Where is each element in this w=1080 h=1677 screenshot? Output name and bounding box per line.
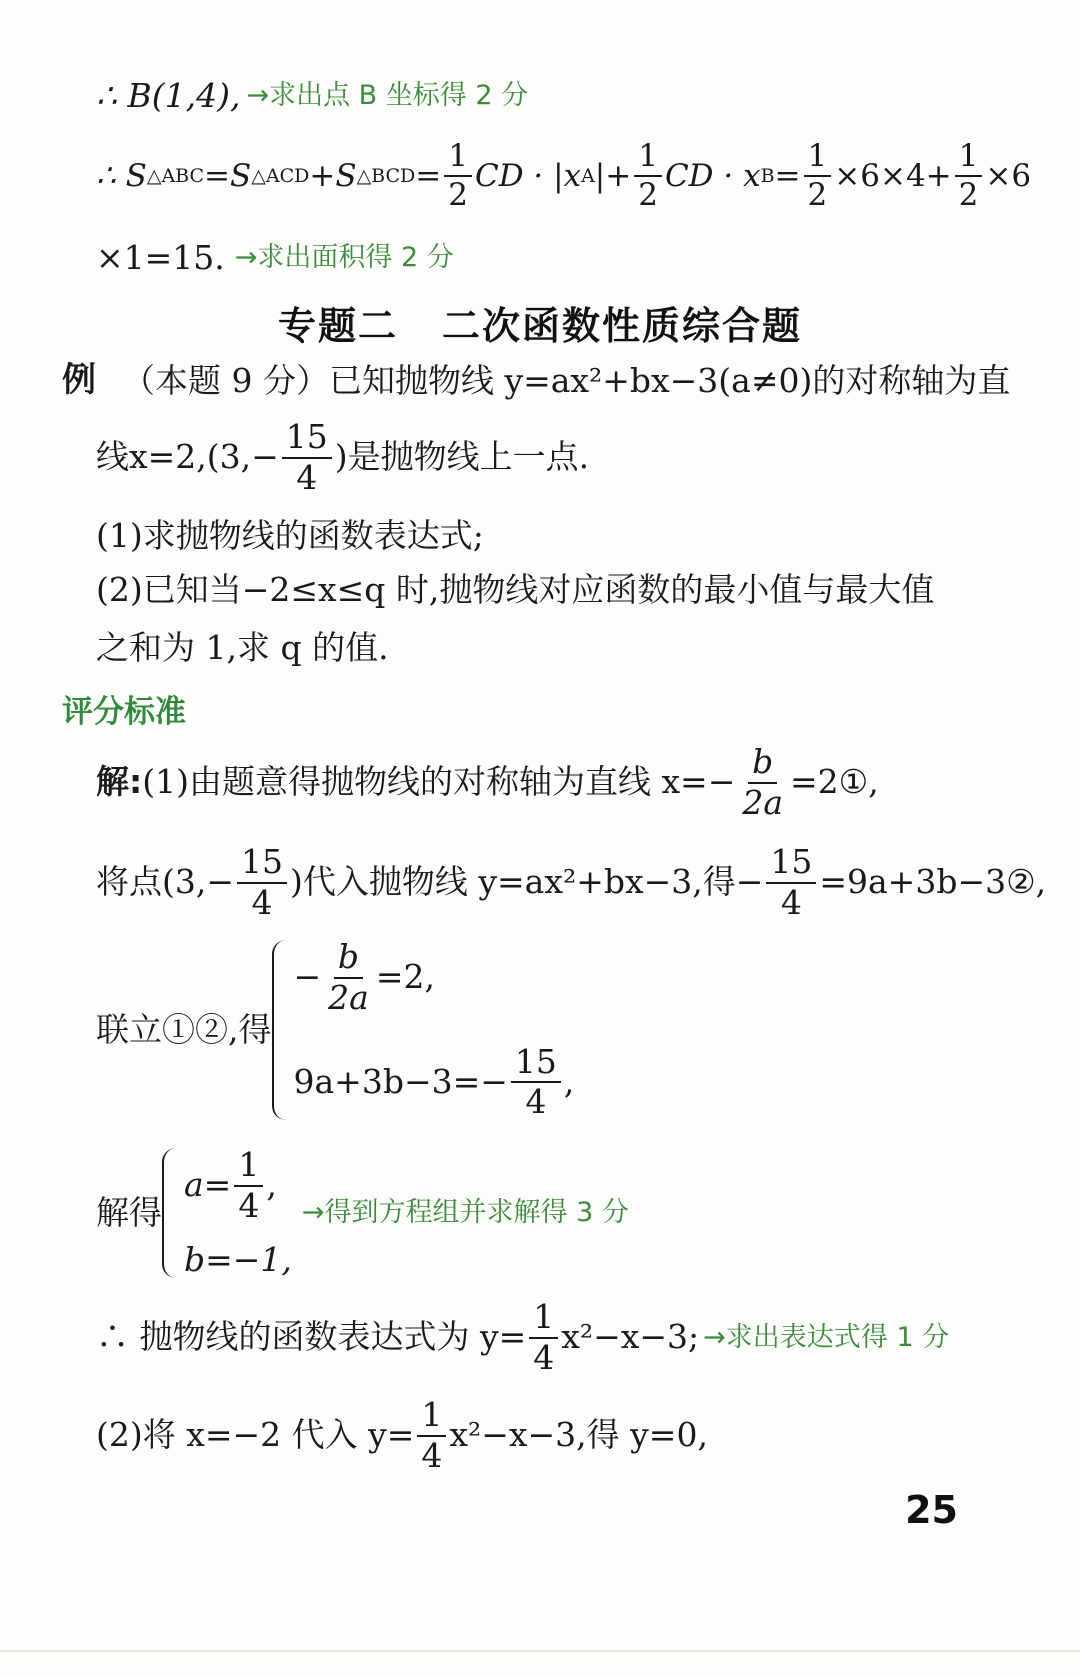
math-text: =2, [375, 957, 435, 997]
solution-step-6 [96, 1395, 1020, 1475]
fraction [804, 140, 832, 211]
fraction-numerator: 15 [282, 420, 332, 459]
math-text: a= [184, 1165, 232, 1205]
section-title-text: 二次函数性质综合题 [442, 304, 803, 348]
left-brace [162, 1148, 178, 1278]
system-lines [293, 937, 575, 1122]
question-text: (1)求抛物线的函数表达式; [96, 516, 484, 555]
fraction-denominator: 2 [448, 176, 468, 213]
line-area-formula: ∴ S △ABC =S △ACD +S △BCD = $\frac{1}{2}$ CD · |x A |+ $\frac{1}{2}$ CD · x B = $\frac{1}{2}$ ×6×4+ $\frac{1}{2}$ ×6 [96, 138, 1032, 213]
solution-text: 解得 [96, 1192, 162, 1232]
fraction-numerator: 15 [766, 845, 816, 884]
math-text: ×6×4+ [834, 157, 952, 194]
fraction [766, 842, 816, 922]
score-note: →求出面积得 2 分 [234, 242, 454, 274]
page-bottom-rule [0, 1650, 1080, 1652]
fraction-denominator: 4 [296, 457, 318, 497]
solution-text: 联立①②,得 [96, 1009, 272, 1049]
question-2 [96, 572, 1020, 608]
fraction-denominator: 4 [421, 1435, 443, 1475]
solution-text: x²−x−3; [561, 1317, 700, 1357]
fraction-numerator: 1 [634, 140, 662, 177]
fraction [738, 742, 787, 822]
fraction [417, 1395, 446, 1475]
fraction-denominator: 2a [328, 977, 369, 1017]
left-brace [272, 940, 288, 1120]
solution-step-1 [96, 742, 1020, 822]
example-label: 例 [62, 360, 96, 400]
solution-text: 将点(3,− [96, 862, 235, 902]
fraction-numerator: 15 [237, 845, 287, 884]
system-equation-2 [293, 1041, 575, 1122]
fraction-numerator: 15 [511, 1045, 561, 1084]
example-text: )是抛物线上一点. [334, 437, 590, 477]
example-line-2 [96, 417, 1020, 497]
fraction [955, 140, 983, 211]
math-text: = [774, 157, 801, 194]
system-lines [184, 1145, 292, 1279]
math-text: ∴ B(1,4), [96, 76, 241, 115]
score-note: →求出表达式得 1 分 [703, 1321, 950, 1353]
math-text: CD · x [664, 157, 761, 194]
fraction-denominator: 4 [780, 882, 802, 922]
question-text: (2)已知当−2≤x≤q 时,抛物线对应函数的最小值与最大值 [96, 570, 935, 609]
fraction-numerator: 1 [444, 140, 472, 177]
math-text: , [266, 1165, 277, 1205]
fraction-denominator: 2 [958, 176, 979, 213]
section-title-number: 专题二 [277, 304, 398, 348]
math-text: 9a+3b−3=− [293, 1062, 508, 1102]
solution-system [162, 1145, 292, 1279]
solution-text: (2)将 x=−2 代入 y= [96, 1415, 415, 1455]
fraction-denominator: 2 [807, 176, 828, 213]
fraction-numerator: b [748, 745, 777, 784]
fraction [634, 140, 662, 211]
equation-system [272, 937, 575, 1122]
page-number: 25 [905, 1488, 958, 1532]
fraction-denominator: 4 [525, 1082, 547, 1122]
fraction-numerator: 1 [529, 1300, 558, 1339]
solution-step-3 [96, 937, 1020, 1122]
fraction-denominator: 2 [638, 176, 658, 213]
math-text: ×6 [985, 157, 1032, 194]
solution-text: x²−x−3,得 y=0, [449, 1415, 708, 1455]
fraction [237, 842, 287, 922]
example-text: 线x=2,(3,− [96, 437, 279, 477]
fraction-numerator: 1 [234, 1148, 263, 1187]
math-text: ∴ S [96, 157, 147, 194]
fraction-denominator: 4 [251, 882, 273, 922]
fraction [282, 417, 332, 497]
fraction-numerator: 1 [417, 1398, 446, 1437]
fraction-numerator: b [334, 940, 363, 979]
fraction [444, 140, 472, 211]
fraction-denominator: 2a [742, 782, 784, 822]
solution-text: ∴ 抛物线的函数表达式为 y= [96, 1317, 527, 1357]
solution-text: =9a+3b−3②, [819, 862, 1047, 902]
fraction [234, 1145, 263, 1225]
fraction-numerator: 1 [955, 140, 983, 177]
fraction-denominator: 4 [238, 1185, 260, 1225]
question-text: 之和为 1,求 q 的值. [96, 628, 389, 667]
system-equation-1 [293, 937, 575, 1017]
section-title [0, 295, 1080, 350]
math-text: − [293, 957, 322, 997]
score-note: →求出点 B 坐标得 2 分 [246, 80, 529, 112]
solution-text: (1)由题意得抛物线的对称轴为直线 x=− [142, 762, 736, 802]
math-text: ×1=15. [96, 238, 225, 277]
example-text: （本题 9 分）已知抛物线 y=ax²+bx−3(a≠0)的对称轴为直 [122, 360, 1011, 400]
fraction [511, 1041, 561, 1122]
solution-step-4 [96, 1145, 1020, 1279]
solution-text: =2①, [790, 762, 879, 802]
math-text: =S [204, 157, 252, 194]
solution-b: b=−1, [184, 1239, 292, 1279]
math-text: +S [309, 157, 357, 194]
fraction-denominator: 4 [533, 1337, 555, 1377]
fraction [324, 937, 373, 1017]
solution-label: 解: [96, 762, 143, 802]
solution-a [184, 1145, 292, 1225]
fraction-numerator: 1 [804, 140, 832, 177]
line-b-coordinates [96, 78, 1020, 114]
math-text: |+ [594, 157, 632, 194]
question-1 [96, 518, 1020, 554]
solution-step-5 [96, 1297, 1020, 1377]
math-text: CD · |x [474, 157, 582, 194]
fraction [529, 1297, 558, 1377]
example-line-1 [62, 362, 1020, 399]
rubric-heading: 评分标准 [62, 694, 186, 730]
line-area-result [96, 240, 1020, 276]
math-text: = [415, 157, 442, 194]
question-2-continued [96, 630, 1020, 666]
solution-step-2 [96, 842, 1047, 922]
solution-text: )代入抛物线 y=ax²+bx−3,得− [290, 862, 764, 902]
score-note: →得到方程组并求解得 3 分 [301, 1197, 629, 1229]
math-text: , [563, 1062, 575, 1102]
